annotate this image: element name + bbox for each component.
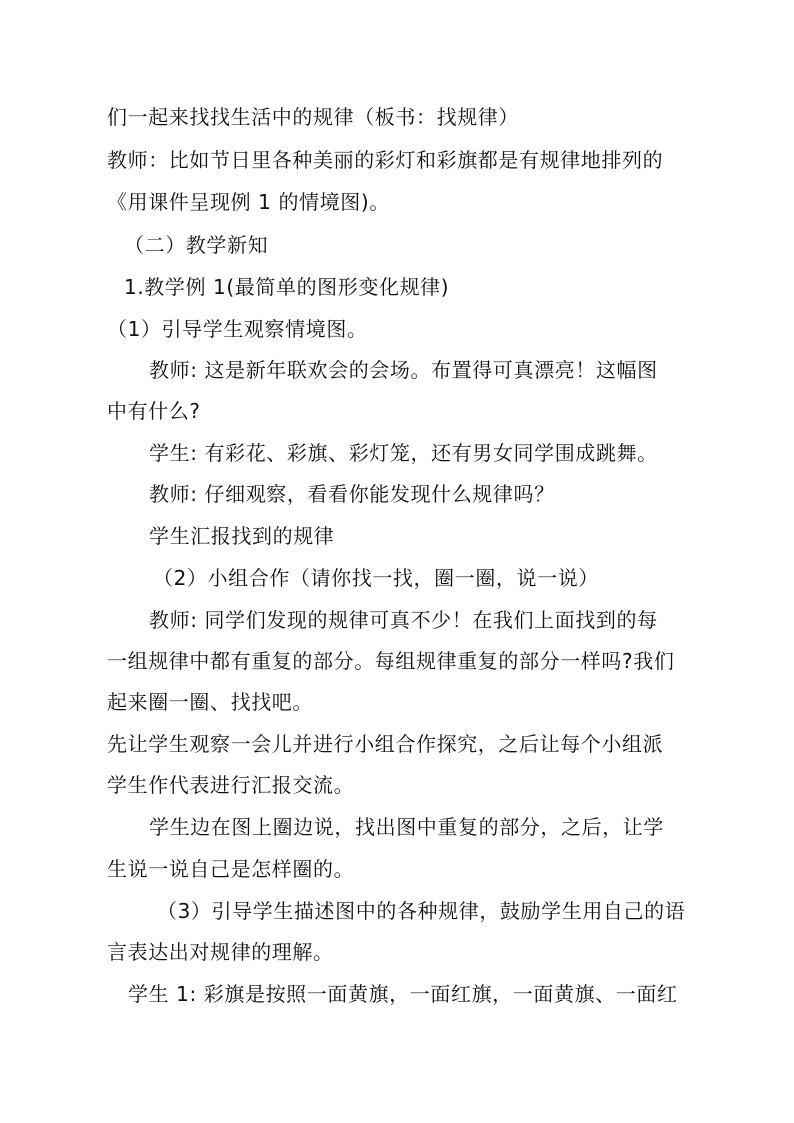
text-line: （1）引导学生观察情境图。 [107,317,368,341]
text-line: 们一起来找找生活中的规律（板书：找规律） [107,105,519,129]
text-line: 起来圈一圈、找找吧。 [107,690,313,714]
text-line: 学生汇报找到的规律 [149,524,335,548]
text-line: 中有什么? [107,399,201,423]
text-line: 教师: 这是新年联欢会的会场。布置得可真漂亮！这幅图 [149,358,658,382]
text-line: 学生边在图上圈边说，找出图中重复的部分，之后，让学 [149,815,664,839]
text-line: 《用课件呈现例 1 的情境图)。 [107,190,390,214]
text-line: 学生 1: 彩旗是按照一面黄旗，一面红旗，一面黄旗、一面红 [128,982,678,1006]
text-line: 教师: 同学们发现的规律可真不少！在我们上面找到的每 [149,608,658,632]
text-line: 1.教学例 1(最简单的图形变化规律) [124,275,450,299]
text-line: 教师: 仔细观察，看看你能发现什么规律吗？ [149,482,555,506]
text-line: 先让学生观察一会儿并进行小组合作探究，之后让每个小组派 [107,732,664,756]
text-line: （二）教学新知 [124,233,269,257]
text-line: 学生作代表进行汇报交流。 [107,773,355,797]
text-line: （2）小组合作（请你找一找，圈一圈，说一说） [153,566,599,590]
text-line: 言表达出对规律的理解。 [107,940,334,964]
text-line: 学生: 有彩花、彩旗、彩灯笼，还有男女同学围成跳舞。 [149,441,658,465]
text-line: 一组规律中都有重复的部分。每组规律重复的部分一样吗?我们 [107,649,675,673]
text-line: 教师：比如节日里各种美丽的彩灯和彩旗都是有规律地排列的 [107,148,664,172]
text-line: （3）引导学生描述图中的各种规律，鼓励学生用自己的语 [157,899,686,923]
text-line: 生说一说自己是怎样圈的。 [107,857,355,881]
